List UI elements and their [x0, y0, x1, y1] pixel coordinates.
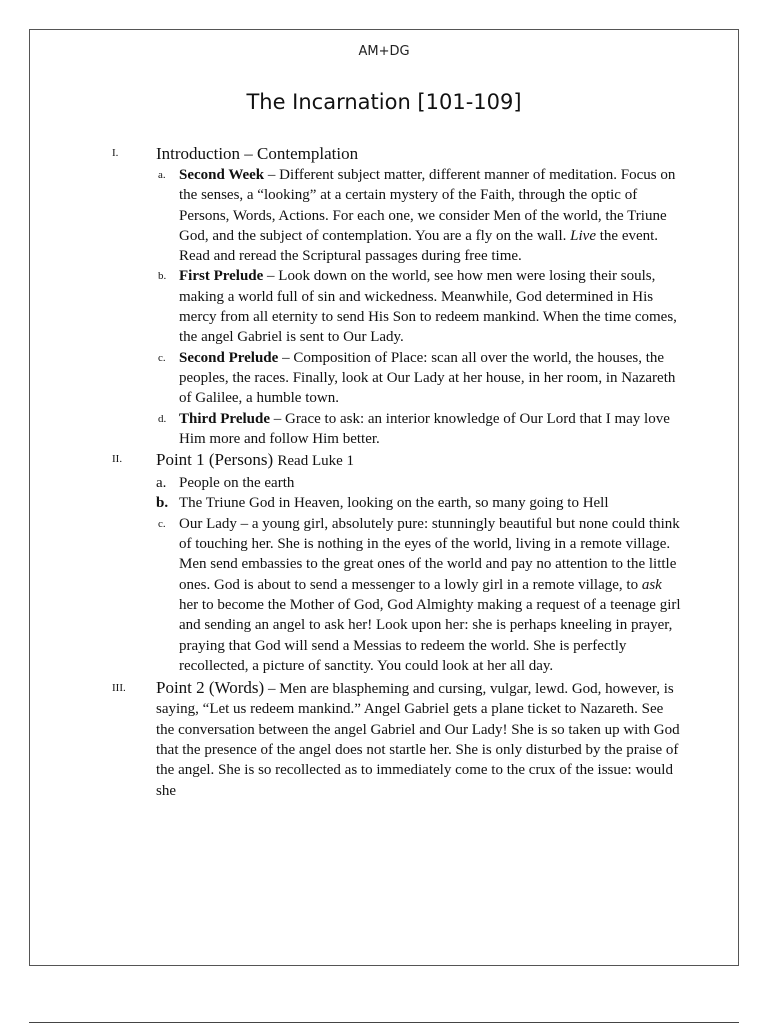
- page-header: AM+DG: [358, 44, 410, 59]
- list-item: [156, 266, 683, 347]
- item-text: – Grace to ask: an interior knowledge of Our Lord that I may love Him more and follow Him better.: [179, 410, 670, 447]
- section-title: Point 2 (Words): [156, 678, 265, 698]
- list-item: [156, 165, 683, 266]
- list-item: [156, 493, 683, 513]
- section-number: II.: [112, 453, 123, 466]
- section-title: Introduction – Contemplation: [156, 144, 359, 163]
- next-page-edge: [29, 1022, 739, 1023]
- item-emphasis: ask: [641, 576, 662, 593]
- item-text: – Different subject matter, different manner of meditation. Focus on the senses, a “looking” at a certain mystery of the Faith, through the optic of Persons, Words, Actions. For each one, we consider Men of the world, the Triune God, and the subject of contemplation. You are a fly on the wall.: [179, 167, 676, 244]
- item-list: [156, 473, 738, 676]
- section-title-main: Point 1 (Persons): [156, 450, 278, 470]
- item-heading: Second Prelude: [179, 349, 279, 366]
- list-item: [156, 473, 683, 493]
- item-marker: d.: [158, 412, 167, 425]
- item-text: Our Lady – a young girl, absolutely pure: stunningly beautiful but none could think of touching her. She is nothing in the eyes of the world, living in a remote village. Men send embassies to the great ones of the world and pay no attention to the little ones. God is about to send a messenger to a lowly girl in a remote village, to: [179, 515, 680, 593]
- item-marker: b.: [158, 270, 167, 283]
- section-title-reference: Read Luke 1: [277, 453, 355, 470]
- item-text: – Composition of Place: scan all over the world, the houses, the peoples, the races. Finally, look at Our Lady at her house, in her room, in Nazareth of Galilee, a humble town.: [179, 349, 676, 407]
- item-text-end: the event. Read and reread the Scriptural passages during free time.: [179, 227, 659, 265]
- page-title: The Incarnation [101-109]: [246, 90, 522, 114]
- item-marker: c.: [158, 517, 166, 530]
- section-number: I.: [112, 147, 119, 159]
- item-text: – Look down on the world, see how men were losing their souls, making a world full of sin and wickedness. Meanwhile, God determined in His mercy from all eternity to send His Son to redeem mankind. When the time comes, the angel Gabriel is sent to Our Lady.: [179, 268, 677, 346]
- item-marker: a.: [156, 475, 167, 492]
- section-introduction: [30, 143, 738, 449]
- item-heading: First Prelude: [179, 268, 264, 285]
- item-marker: b.: [156, 495, 169, 512]
- document-page: [29, 29, 739, 966]
- item-text-end: her to become the Mother of God, God Almighty making a request of a teenage girl and sending an angel to ask her! Look upon her: she is perhaps kneeling in prayer, praying that God will send a Messias to redeem the world. She is perfectly recollected, a picture of sanctity. You could look at her all day.: [179, 596, 681, 674]
- section-number: III.: [112, 682, 126, 695]
- item-text: People on the earth: [179, 475, 295, 492]
- section-point-2: [30, 678, 738, 801]
- section-point-1: [30, 449, 738, 676]
- item-heading: Second Week: [179, 167, 265, 183]
- list-item: [156, 514, 683, 676]
- list-item: [156, 409, 683, 450]
- item-list: [156, 165, 738, 449]
- item-marker: a.: [158, 169, 166, 181]
- item-emphasis: Live: [570, 227, 596, 244]
- section-title: [156, 449, 738, 472]
- outline: [30, 143, 738, 801]
- section-body: – Men are blaspheming and cursing, vulgar, lewd. God, however, is saying, “Let us redeem mankind.” Angel Gabriel gets a plane ticket to Nazareth. See the conversation between the angel Gabriel and Our Lady! She is so taken up with God that the presence of the angel does not startle her. She is only disturbed by the praise of the angel. She is so recollected as to immediately come to the crux of the issue: would she: [156, 681, 680, 799]
- item-marker: c.: [158, 351, 166, 364]
- section-paragraph: [156, 678, 682, 801]
- item-heading: Third Prelude: [179, 410, 270, 427]
- list-item: [156, 348, 683, 409]
- item-text: The Triune God in Heaven, looking on the earth, so many going to Hell: [179, 495, 609, 512]
